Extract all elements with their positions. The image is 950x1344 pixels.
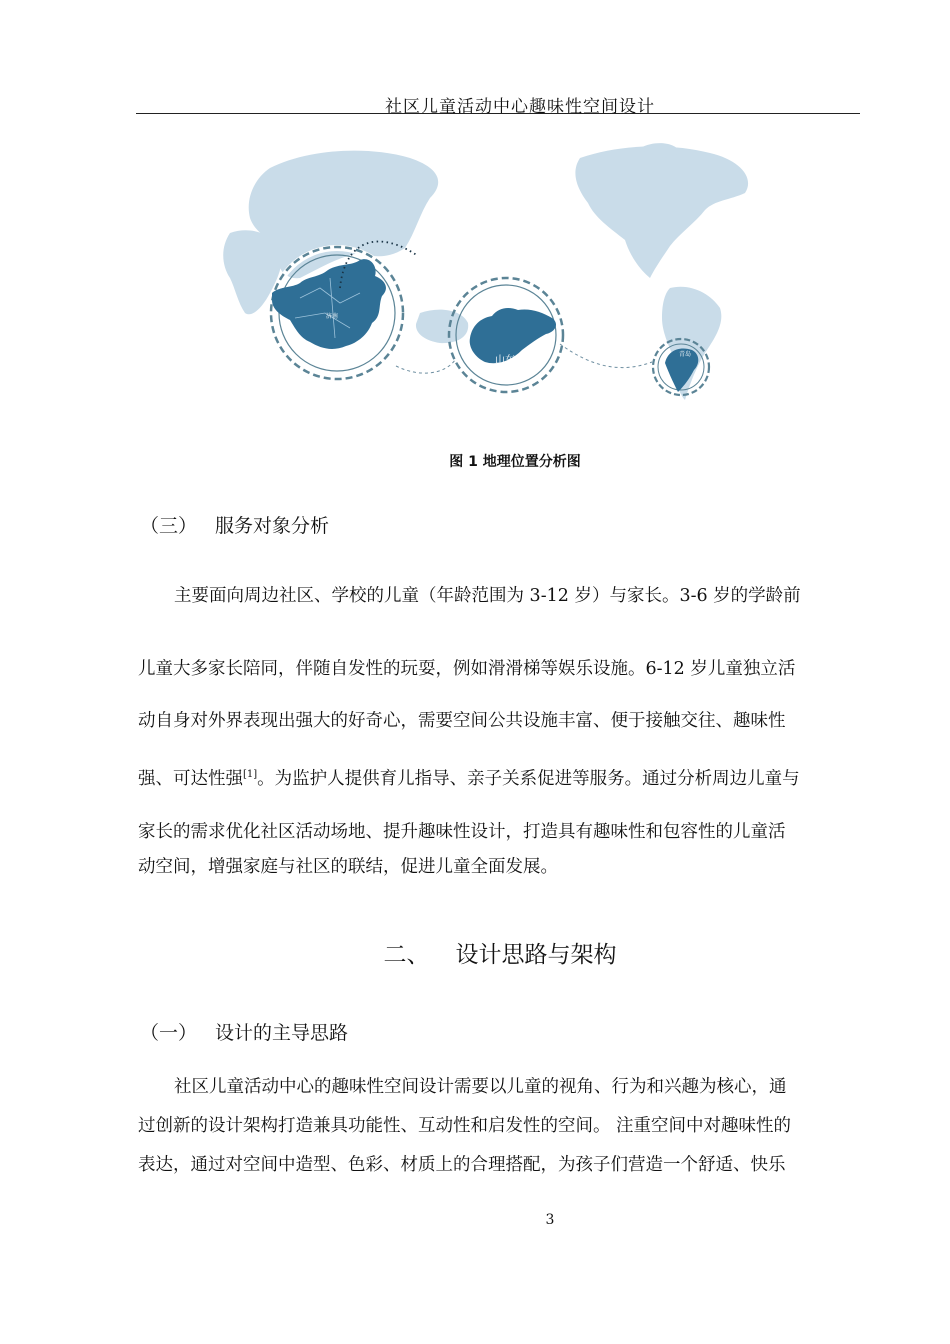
paragraph-line: 表达，通过对空间中造型、色彩、材质上的合理搭配，为孩子们营造一个舒适、快乐 [138,1155,786,1175]
location-map-figure [200,138,760,428]
label-shandong: 山东 [495,355,515,366]
north-america-shape [575,146,748,278]
text-run: 。为监护人提供育儿指导、亲子关系促进等服务。通过分析周边儿童与 [257,769,800,789]
chapter-number: 二、 [383,942,430,968]
paragraph-line: 家长的需求优化社区活动场地、提升趣味性设计，打造具有趣味性和包容性的儿童活 [138,822,786,842]
section-title: 设计的主导思路 [215,1022,349,1044]
paragraph-line: 动空间，增强家庭与社区的联结，促进儿童全面发展。 [138,857,558,877]
text-run: 强、可达性强 [138,769,243,789]
section-number: （一） [140,1022,198,1044]
label-province-small: 济南 [325,313,339,320]
paragraph-line: 社区儿童活动中心的趣味性空间设计需要以儿童的视角、行为和兴趣为核心，通 [174,1077,787,1097]
citation-marker[interactable]: [1] [243,769,258,781]
chapter-heading-2 [0,936,950,969]
section-heading-1 [140,1018,348,1045]
label-detail-small: 青岛 [678,351,692,358]
running-header: 社区儿童活动中心趣味性空间设计 [385,97,655,117]
section-title: 服务对象分析 [215,515,330,537]
chapter-title: 设计思路与架构 [455,942,617,968]
connector-shandong-detail [560,344,652,368]
connector-china-shandong [396,360,455,373]
section-heading-3 [140,511,329,538]
paragraph-line: 儿童大多家长陪同，伴随自发性的玩耍，例如滑滑梯等娱乐设施。6-12 岁儿童独立活 [138,659,796,679]
south-america-shape [662,287,721,400]
section-number: （三） [140,515,198,537]
header-rule [136,113,860,114]
page-number: 3 [545,1212,555,1228]
paragraph-line: 主要面向周边社区、学校的儿童（年龄范围为 3-12 岁）与家长。3-6 岁的学龄前 [174,586,801,606]
paragraph-line: 过创新的设计架构打造兼具功能性、互动性和启发性的空间。 注重空间中对趣味性的 [138,1116,792,1136]
paragraph-line-with-citation [138,765,800,790]
paragraph-line: 动自身对外界表现出强大的好奇心，需要空间公共设施丰富、便于接触交往、趣味性 [138,711,786,731]
figure-caption: 图 1 地理位置分析图 [449,454,581,470]
